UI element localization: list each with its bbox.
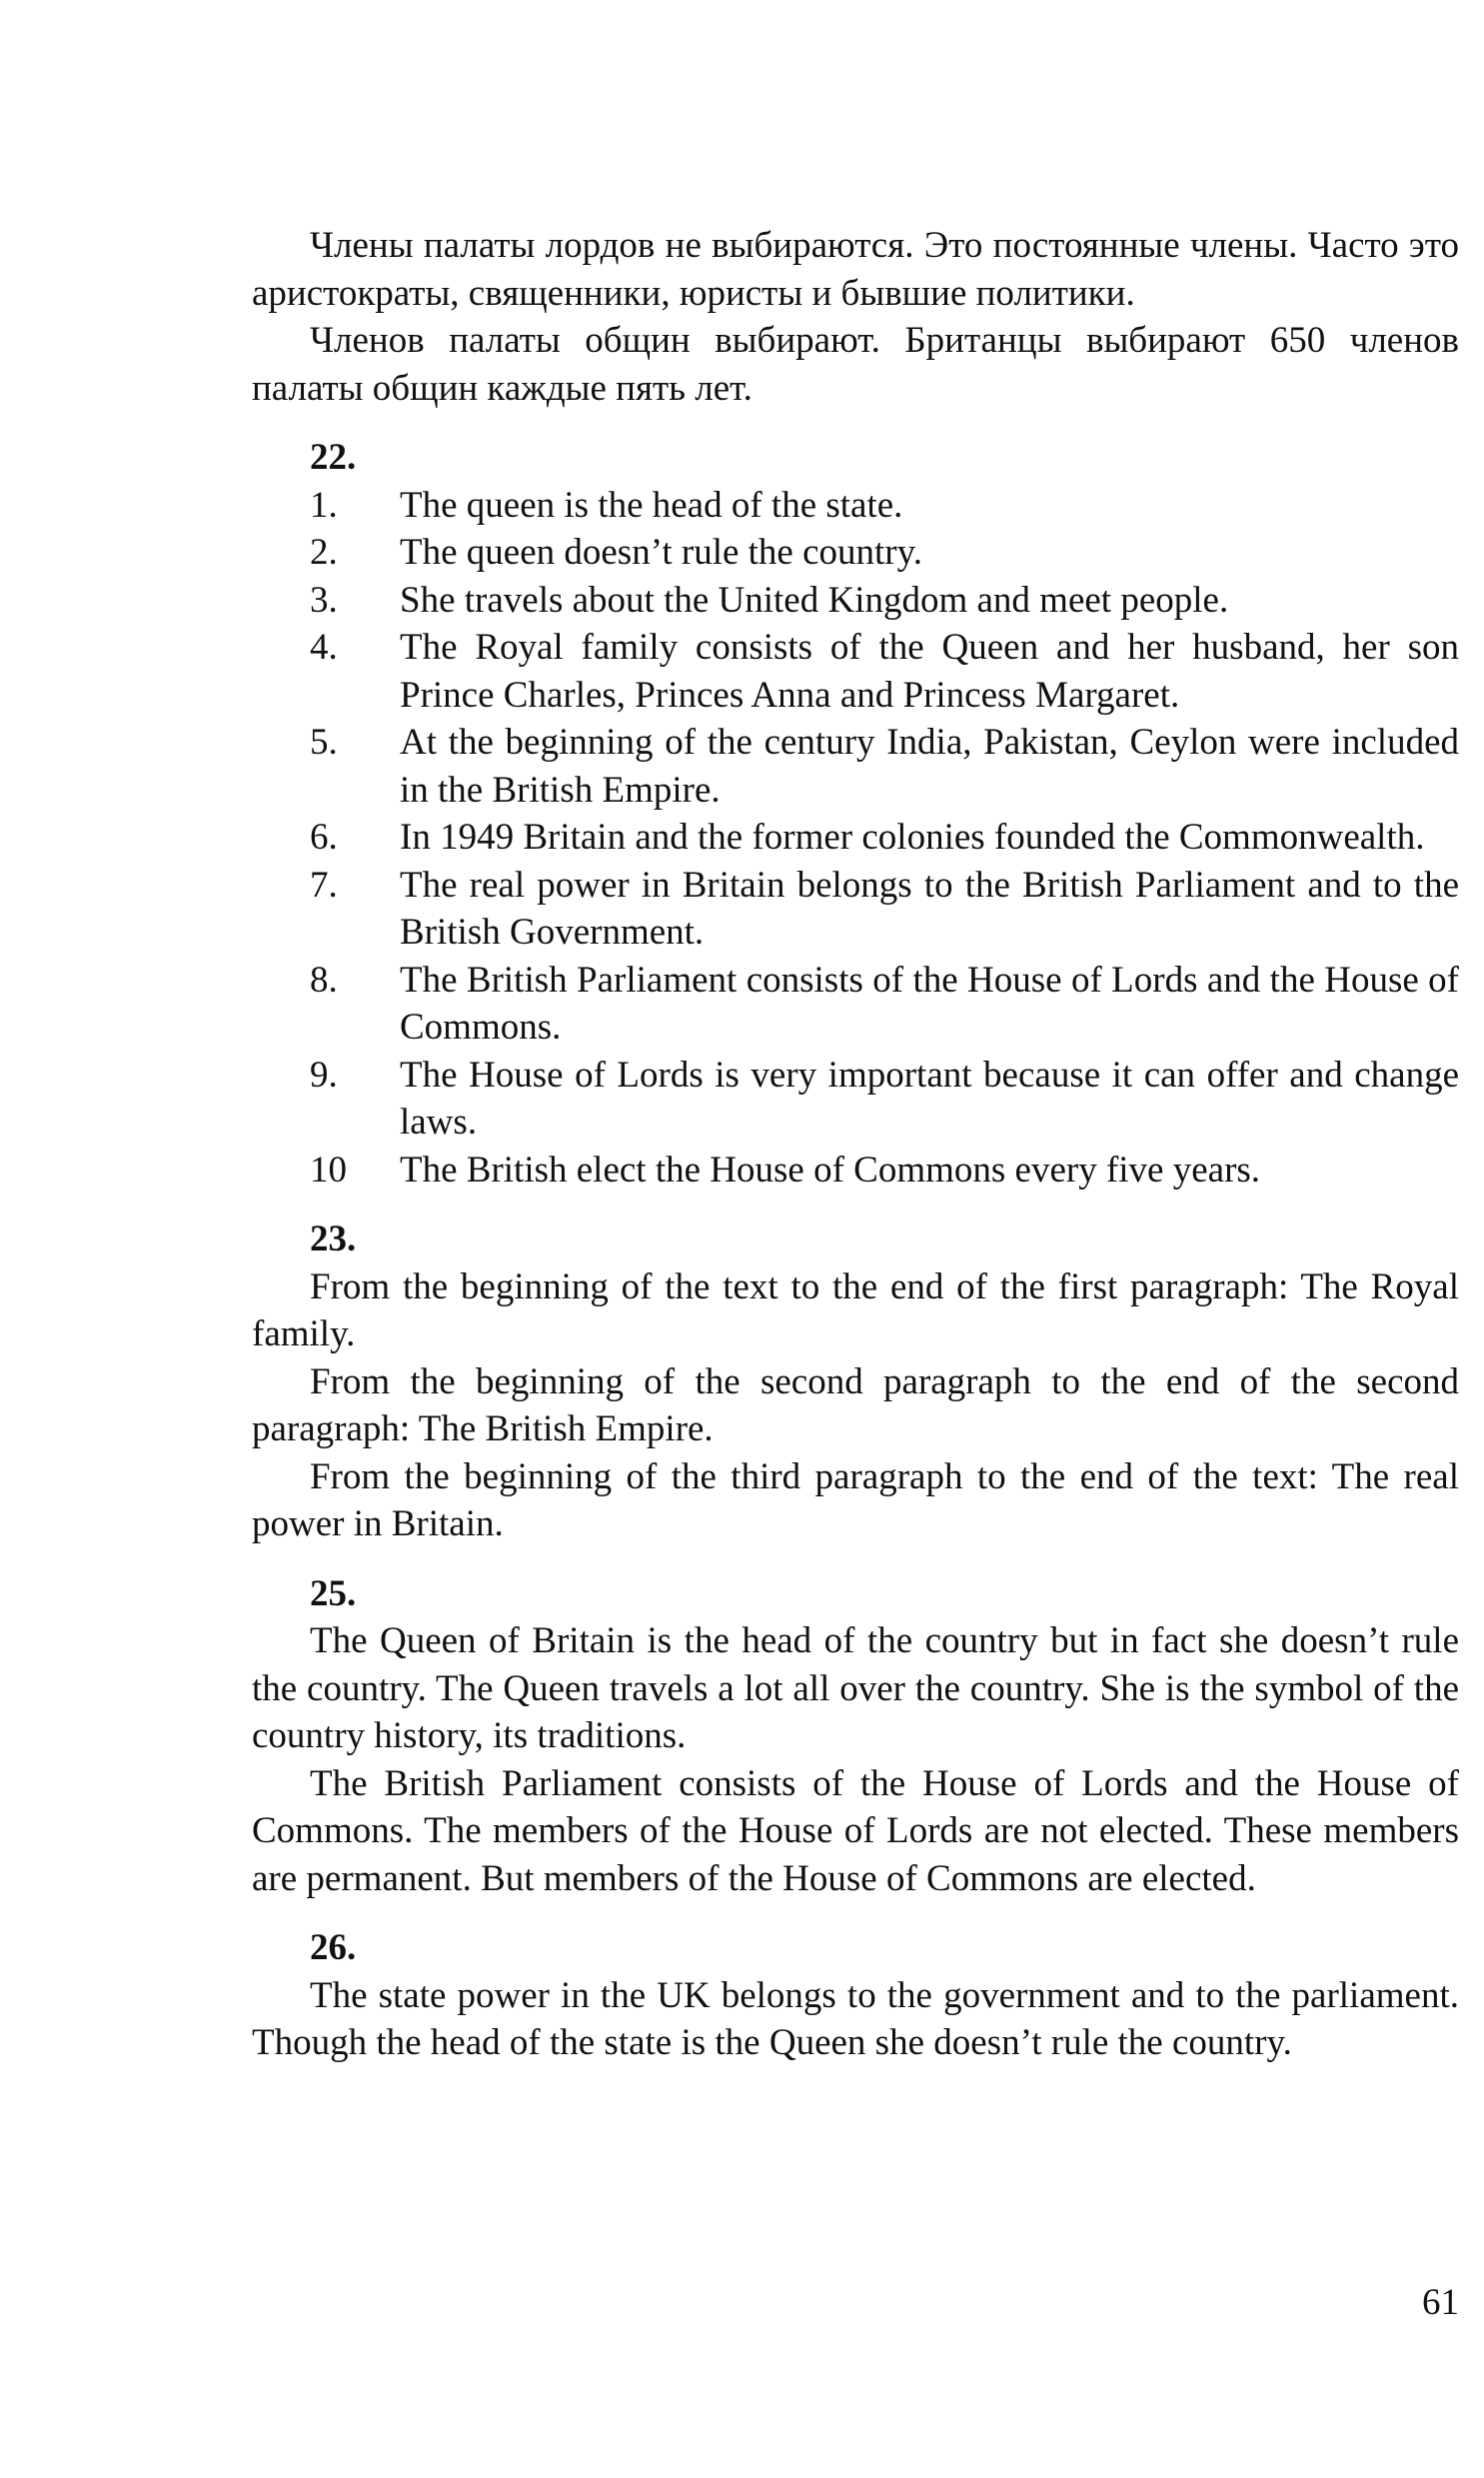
- list-item: [252, 482, 1459, 530]
- section-23-paragraph-3: From the beginning of the third paragraph to the end of the text: The real power in Britain.: [252, 1455, 1459, 1544]
- list-item: [252, 814, 1459, 862]
- section-22-heading: 22.: [310, 437, 357, 478]
- list-item-text: In 1949 Britain and the former colonies founded the Commonwealth.: [400, 817, 1425, 858]
- list-item-text: The British elect the House of Commons every five years.: [400, 1149, 1261, 1191]
- section-23-heading: 23.: [310, 1219, 357, 1259]
- section-23-paragraph-2: From the beginning of the second paragraph to the end of the second paragraph: The British Empire.: [252, 1360, 1459, 1449]
- list-item-number: 7.: [310, 864, 338, 906]
- list-item-text: She travels about the United Kingdom and meet people.: [400, 579, 1229, 621]
- section-22-list: [252, 482, 1459, 1195]
- page-content: [252, 222, 1459, 2067]
- section-26-heading: 26.: [310, 1927, 357, 1968]
- list-item: [252, 957, 1459, 1052]
- section-25-heading: 25.: [310, 1572, 357, 1614]
- section-26-paragraph-1: The state power in the UK belongs to the government and to the parliament. Though the head of the state is the Queen she doesn’t rule the country.: [252, 1974, 1459, 2063]
- list-item: [252, 1052, 1459, 1147]
- list-item: [252, 719, 1459, 814]
- intro-paragraph-2: Членов палаты общин выбирают. Британцы выбирают 650 членов палаты общин каждые пять лет.: [252, 320, 1459, 409]
- section-23-paragraph-1: From the beginning of the text to the end of the first paragraph: The Royal family.: [252, 1265, 1459, 1354]
- list-item: [252, 1147, 1459, 1195]
- list-item-number: 8.: [310, 959, 338, 1001]
- list-item-number: 2.: [310, 532, 338, 573]
- section-25-paragraph-1: The Queen of Britain is the head of the country but in fact she doesn’t rule the country. The Queen travels a lot all over the country. She is the symbol of the country history, its traditions.: [252, 1620, 1459, 1756]
- list-item-text: The House of Lords is very important because it can offer and change laws.: [400, 1054, 1459, 1143]
- list-item: [252, 529, 1459, 577]
- list-item-number: 10: [310, 1149, 347, 1191]
- list-item-text: The queen is the head of the state.: [400, 484, 903, 526]
- list-item-number: 5.: [310, 722, 338, 763]
- list-item-text: At the beginning of the century India, Pakistan, Ceylon were included in the British Empire.: [400, 722, 1459, 811]
- list-item-number: 3.: [310, 579, 338, 621]
- list-item-number: 9.: [310, 1054, 338, 1096]
- page-number: 61: [1422, 2282, 1459, 2323]
- list-item: [252, 624, 1459, 719]
- list-item-text: The Royal family consists of the Queen and her husband, her son Prince Charles, Princes Anna and Princess Margaret.: [400, 627, 1459, 716]
- list-item-number: 6.: [310, 817, 338, 858]
- list-item-text: The real power in Britain belongs to the British Parliament and to the British Government.: [400, 864, 1459, 953]
- list-item: [252, 862, 1459, 957]
- list-item-number: 4.: [310, 627, 338, 668]
- section-25-paragraph-2: The British Parliament consists of the House of Lords and the House of Commons. The members of the House of Lords are not elected. These members are permanent. But members of the House of Commons are elected.: [252, 1762, 1459, 1899]
- list-item-text: The British Parliament consists of the House of Lords and the House of Commons.: [400, 959, 1459, 1048]
- list-item-text: The queen doesn’t rule the country.: [400, 532, 922, 573]
- intro-paragraph-1: Члены палаты лордов не выбираются. Это постоянные члены. Часто это аристократы, священники, юристы и бывшие политики.: [252, 225, 1459, 314]
- list-item-number: 1.: [310, 484, 338, 526]
- list-item: [252, 577, 1459, 625]
